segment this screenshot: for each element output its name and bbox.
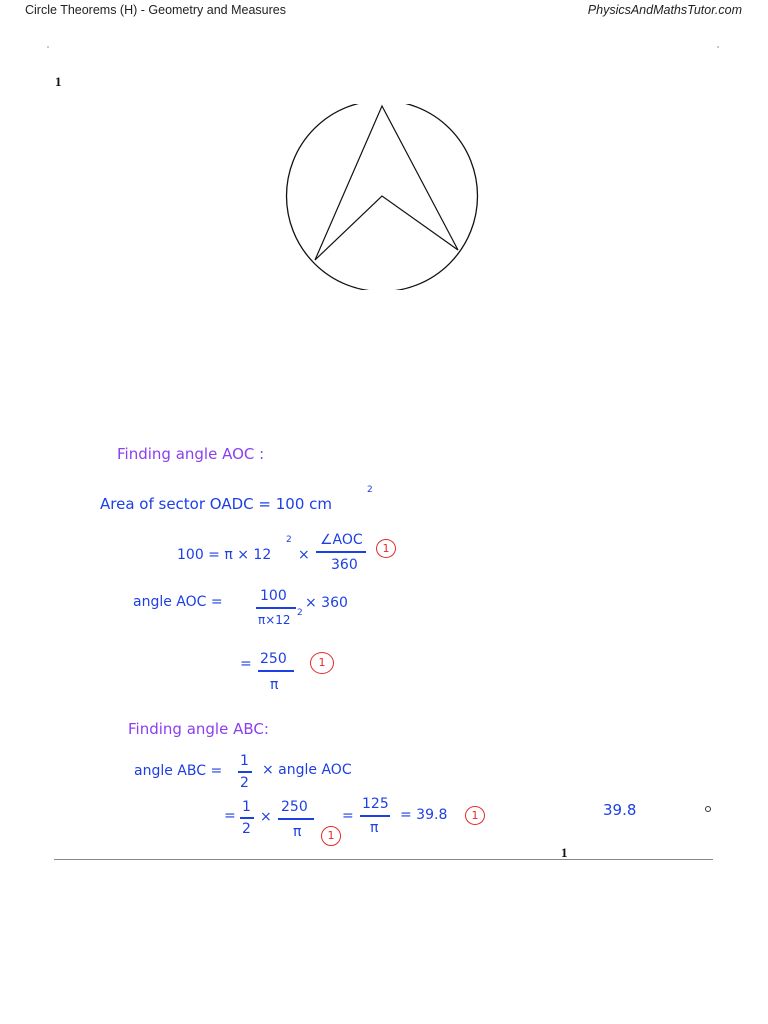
- equals-sign: =: [240, 656, 252, 672]
- circle-diagram: [284, 104, 480, 290]
- half-numerator: 1: [242, 799, 251, 815]
- sector-area-statement: Area of sector OADC = 100 cm: [100, 495, 332, 513]
- circle-outline: [287, 104, 478, 290]
- result-denominator: π: [270, 677, 279, 693]
- corner-dot: [47, 46, 49, 48]
- angle-aoc-times-360: × 360: [305, 595, 348, 611]
- angle-abc-rhs: × angle AOC: [262, 762, 352, 778]
- equation-sup: 2: [286, 535, 292, 545]
- angle-abc-label: angle ABC =: [134, 763, 223, 779]
- half-denominator: 2: [240, 775, 249, 791]
- equals-sign: =: [342, 808, 354, 824]
- final-result: = 39.8: [400, 807, 448, 823]
- working-heading-2: Finding angle ABC:: [128, 720, 269, 738]
- half-denominator: 2: [242, 821, 251, 837]
- equation-lhs: 100 = π × 12: [177, 547, 272, 563]
- fraction-bar: [238, 771, 252, 773]
- fraction-bar: [258, 670, 294, 672]
- equation-times: ×: [298, 547, 310, 563]
- fraction-bar: [316, 551, 366, 553]
- angle-aoc-den-sup: 2: [297, 608, 303, 618]
- sector-area-sup: 2: [367, 485, 373, 495]
- angle-aoc-label: angle AOC =: [133, 594, 223, 610]
- angle-aoc-numerator: 100: [260, 588, 287, 604]
- inscribed-angle-lines: [315, 106, 458, 260]
- fraction-denominator: π: [293, 824, 302, 840]
- marks-total: 1: [561, 845, 568, 860]
- header-site: PhysicsAndMathsTutor.com: [587, 3, 742, 17]
- fraction-bar: [256, 607, 296, 609]
- degree-icon: [705, 806, 711, 812]
- half-numerator: 1: [240, 753, 249, 769]
- corner-dot: [717, 46, 719, 48]
- result-numerator: 250: [260, 651, 287, 667]
- fraction-numerator: 250: [281, 799, 308, 815]
- equation-numerator: ∠AOC: [320, 532, 363, 548]
- mark-symbol: 1: [310, 652, 334, 674]
- answer-rule: [54, 859, 713, 860]
- question-number: 1: [55, 74, 62, 89]
- mark-symbol: 1: [376, 539, 396, 558]
- mark-symbol: 1: [321, 826, 341, 846]
- equation-denominator: 360: [331, 557, 358, 573]
- fraction-bar: [360, 815, 390, 817]
- fraction-denominator: π: [370, 820, 379, 836]
- answer-value: 39.8: [603, 801, 637, 819]
- mark-symbol: 1: [465, 806, 485, 825]
- fraction-numerator: 125: [362, 796, 389, 812]
- working-heading-1: Finding angle AOC :: [117, 445, 265, 463]
- equals-sign: =: [224, 808, 236, 824]
- angle-aoc-denominator: π×12: [258, 613, 291, 627]
- times-sign: ×: [260, 809, 272, 825]
- central-angle-lines: [315, 196, 458, 260]
- fraction-bar: [240, 817, 254, 819]
- header-title: Circle Theorems (H) - Geometry and Measures: [25, 3, 286, 17]
- fraction-bar: [278, 818, 314, 820]
